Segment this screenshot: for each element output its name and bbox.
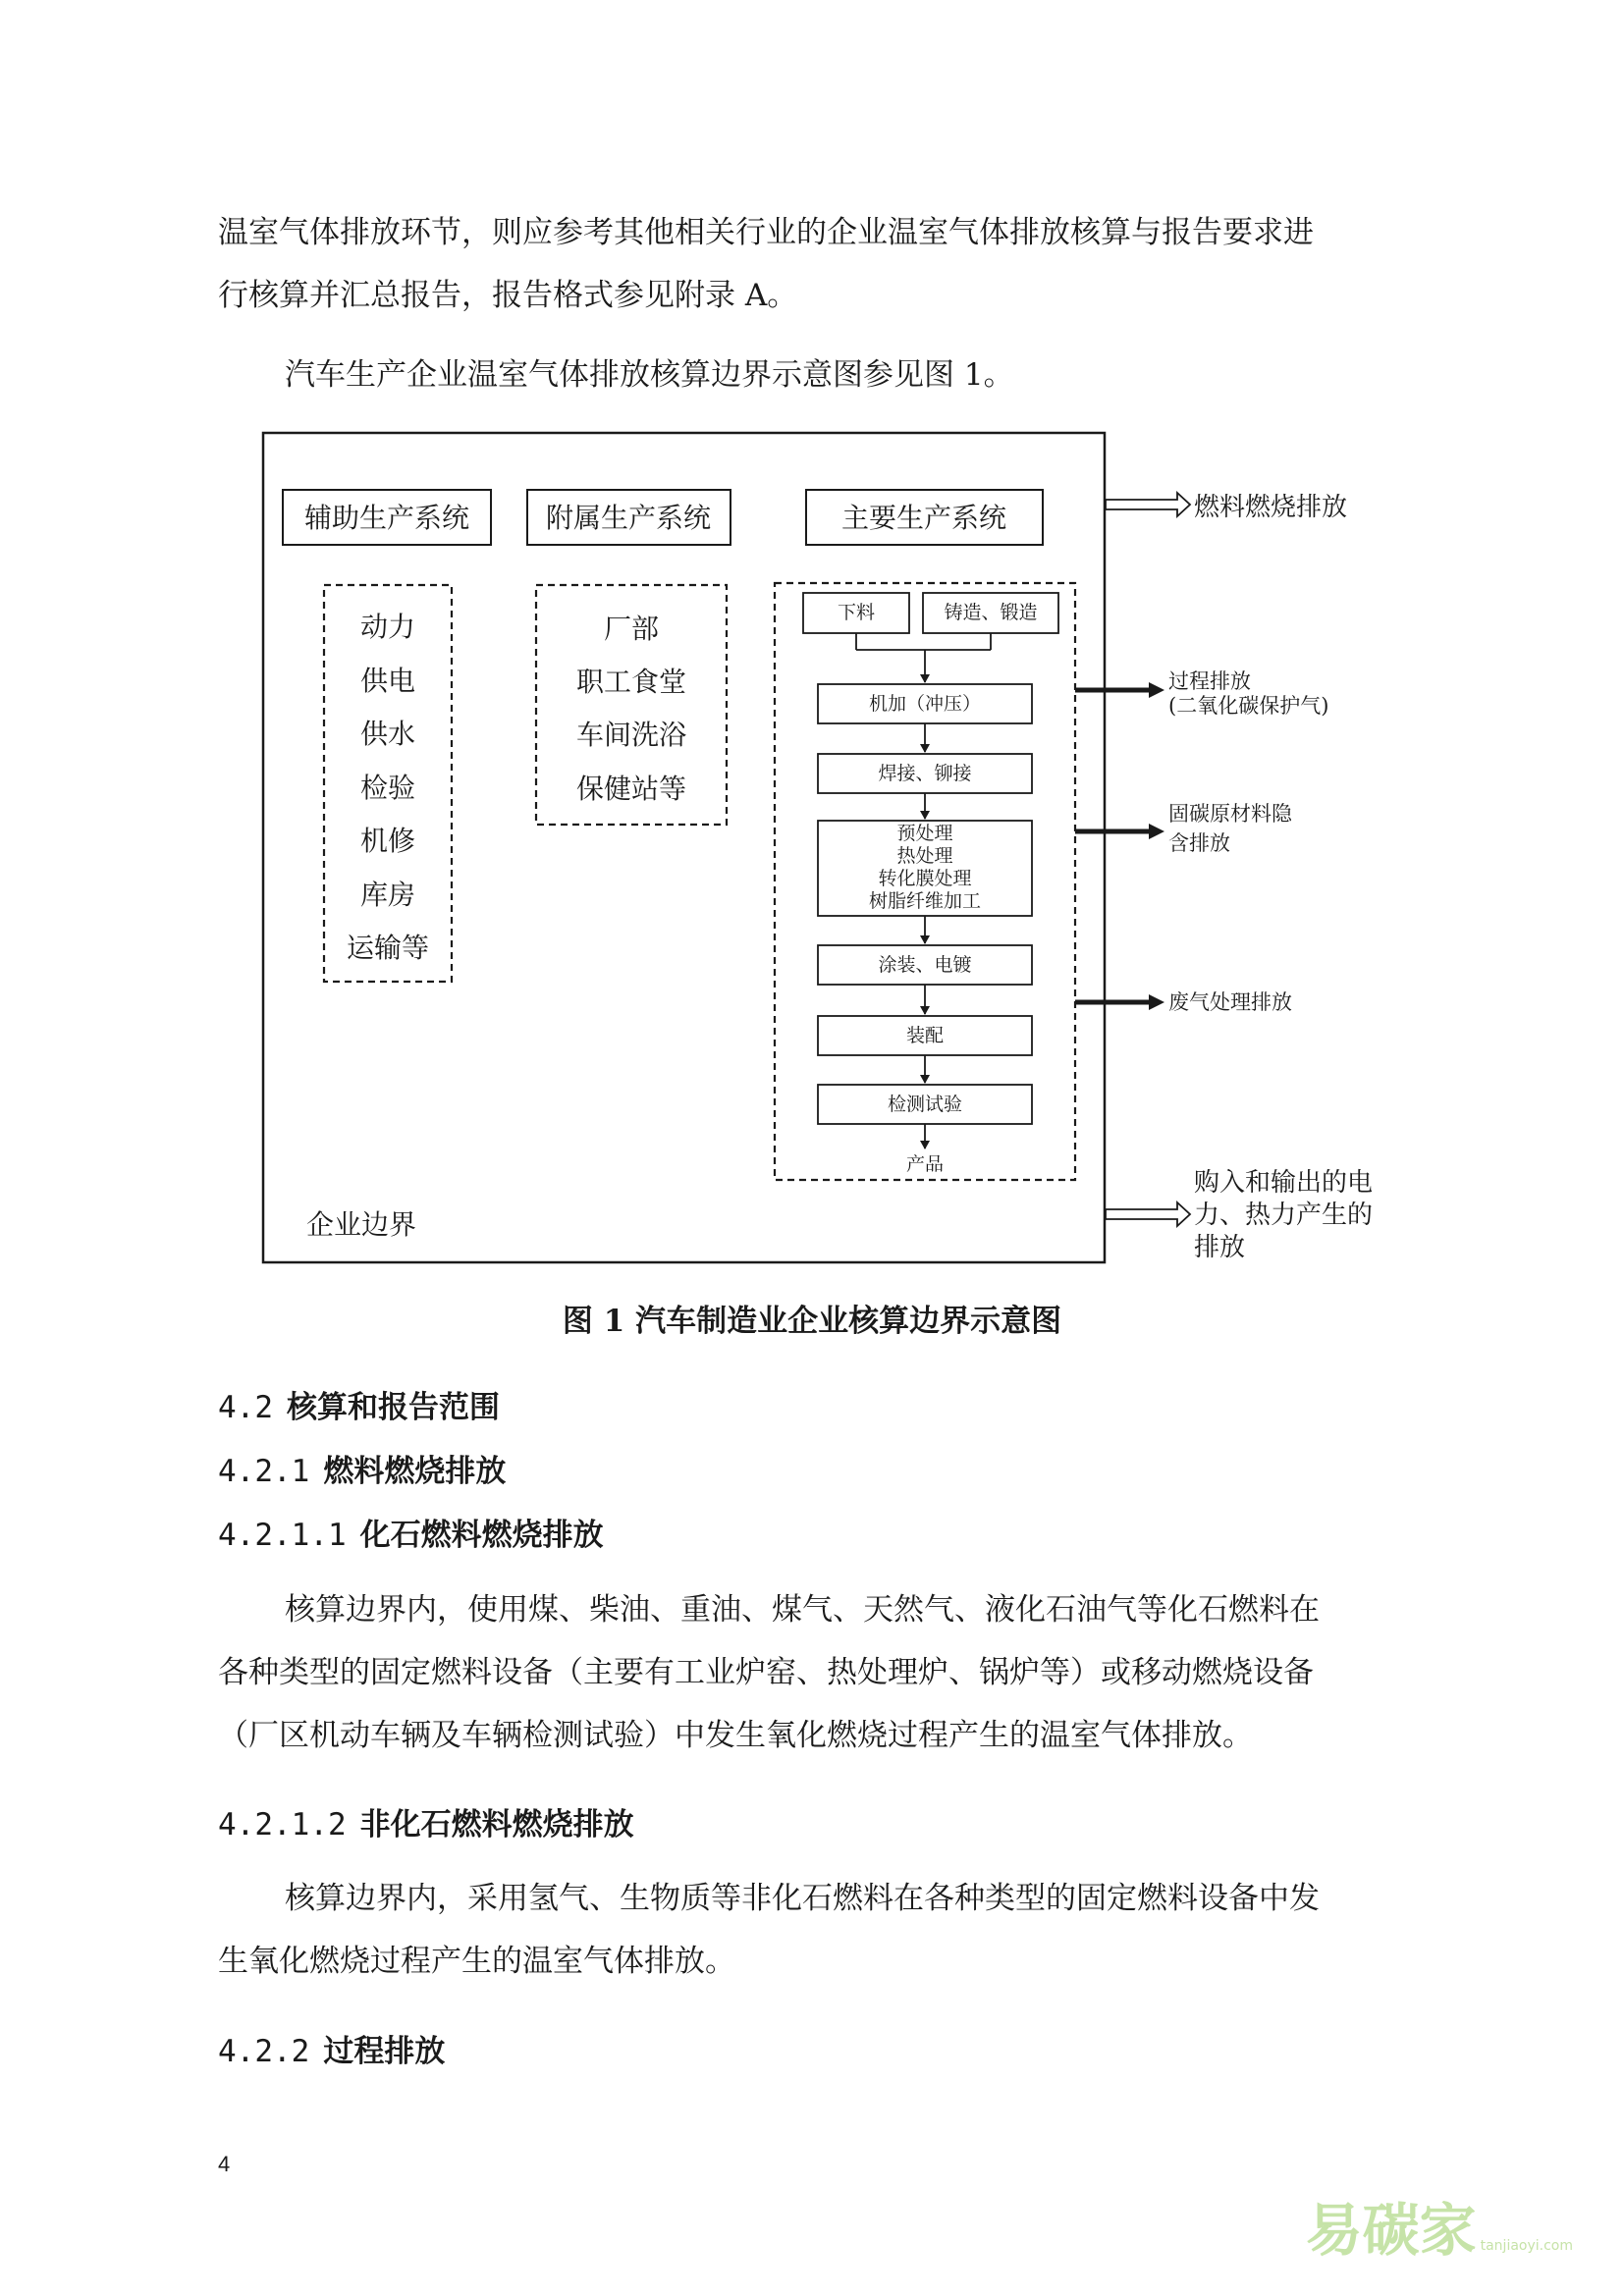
paragraph-line: 核算边界内，采用氢气、生物质等非化石燃料在各种类型的固定燃料设备中发 bbox=[285, 1881, 1320, 1916]
power-emission-arrow-icon bbox=[1106, 1202, 1190, 1226]
section-number: 4.2.2 bbox=[218, 2034, 310, 2069]
step-cutting: 下料 bbox=[837, 602, 876, 623]
watermark-domain: tanjiaoyi.com bbox=[1480, 2238, 1573, 2254]
attached-item: 车间洗浴 bbox=[575, 719, 687, 751]
paragraph-line: 核算边界内，使用煤、柴油、重油、煤气、天然气、液化石油气等化石燃料在 bbox=[285, 1592, 1320, 1628]
emission-fuel-label: 燃料燃烧排放 bbox=[1194, 493, 1348, 522]
paragraph-non-fossil-fuel bbox=[218, 1867, 1416, 1993]
step-resin-fiber: 树脂纤维加工 bbox=[868, 890, 982, 912]
intro-line-1: 温室气体排放环节，则应参考其他相关行业的企业温室气体排放核算与报告要求进 bbox=[218, 215, 1314, 250]
watermark-logo bbox=[1306, 2184, 1573, 2267]
section-number: 4.2.1 bbox=[218, 1454, 310, 1489]
emission-power-label-1: 购入和输出的电 bbox=[1194, 1168, 1374, 1198]
emission-carbon-label-1: 固碳原材料隐 bbox=[1168, 802, 1292, 826]
paragraph-fossil-fuel bbox=[218, 1578, 1416, 1767]
emission-power-label-3: 排放 bbox=[1194, 1233, 1246, 1262]
waste-gas-emission-arrowhead-icon bbox=[1149, 994, 1164, 1010]
process-emission-arrowhead-icon bbox=[1149, 682, 1164, 698]
section-heading-4-2-1 bbox=[218, 1446, 506, 1490]
figure-reference-paragraph: 汽车生产企业温室气体排放核算边界示意图参见图 1。 bbox=[285, 357, 1014, 393]
step-pretreatment: 预处理 bbox=[896, 823, 953, 844]
section-number: 4.2.1.2 bbox=[218, 1807, 347, 1842]
section-title: 化石燃料燃烧排放 bbox=[359, 1518, 604, 1553]
aux-item: 供水 bbox=[359, 718, 416, 750]
emission-carbon-label-2: 含排放 bbox=[1168, 831, 1230, 855]
aux-item: 检验 bbox=[359, 772, 416, 804]
aux-item: 库房 bbox=[359, 879, 416, 911]
aux-item: 动力 bbox=[359, 611, 416, 643]
section-number: 4.2 bbox=[218, 1390, 273, 1425]
step-welding: 焊接、铆接 bbox=[878, 763, 972, 784]
section-title: 燃料燃烧排放 bbox=[323, 1454, 507, 1489]
page-number: 4 bbox=[218, 2152, 231, 2176]
section-heading-4-2-2 bbox=[218, 2026, 445, 2070]
section-heading-4-2 bbox=[218, 1382, 500, 1426]
step-conversion-coating: 转化膜处理 bbox=[878, 868, 972, 889]
aux-item: 供电 bbox=[359, 665, 416, 697]
section-title: 过程排放 bbox=[323, 2034, 446, 2069]
section-title: 核算和报告范围 bbox=[287, 1390, 500, 1425]
watermark-brand: 易碳家 bbox=[1305, 2197, 1477, 2264]
step-heat-treatment: 热处理 bbox=[896, 845, 953, 867]
emission-process-note: (二氧化碳保护气) bbox=[1168, 694, 1329, 718]
attached-item: 保健站等 bbox=[575, 773, 687, 805]
aux-item: 运输等 bbox=[346, 932, 430, 964]
paragraph-line: （厂区机动车辆及车辆检测试验）中发生氧化燃烧过程产生的温室气体排放。 bbox=[218, 1718, 1253, 1753]
step-assembly: 装配 bbox=[905, 1025, 945, 1046]
step-casting: 铸造、锻造 bbox=[944, 602, 1038, 623]
emission-waste-gas-label: 废气处理排放 bbox=[1168, 990, 1292, 1014]
aux-system-title: 辅助生产系统 bbox=[303, 502, 470, 534]
attached-item: 职工食堂 bbox=[575, 666, 687, 698]
step-coating: 涂装、电镀 bbox=[878, 954, 972, 976]
section-title: 非化石燃料燃烧排放 bbox=[359, 1807, 634, 1842]
figure-caption: 图 1 汽车制造业企业核算边界示意图 bbox=[562, 1304, 1062, 1339]
main-system-title: 主要生产系统 bbox=[840, 502, 1007, 534]
attached-system-title: 附属生产系统 bbox=[545, 502, 712, 534]
emission-process-label: 过程排放 bbox=[1168, 669, 1251, 693]
attached-item: 厂部 bbox=[603, 613, 660, 645]
carbon-emission-arrowhead-icon bbox=[1149, 824, 1164, 839]
step-testing: 检测试验 bbox=[887, 1094, 963, 1115]
step-product: 产品 bbox=[905, 1153, 945, 1175]
section-number: 4.2.1.1 bbox=[218, 1518, 347, 1553]
emission-power-label-2: 力、热力产生的 bbox=[1194, 1201, 1374, 1230]
section-heading-4-2-1-2 bbox=[218, 1799, 634, 1843]
paragraph-line: 各种类型的固定燃料设备（主要有工业炉窑、热处理炉、锅炉等）或移动燃烧设备 bbox=[218, 1655, 1314, 1690]
intro-line-2: 行核算并汇总报告，报告格式参见附录 A。 bbox=[218, 278, 798, 313]
section-heading-4-2-1-1 bbox=[218, 1510, 604, 1554]
enterprise-boundary-label: 企业边界 bbox=[306, 1208, 417, 1241]
aux-item: 机修 bbox=[359, 825, 416, 857]
paragraph-line: 生氧化燃烧过程产生的温室气体排放。 bbox=[218, 1944, 735, 1979]
fuel-emission-arrow-icon bbox=[1106, 493, 1190, 516]
step-machining: 机加（冲压） bbox=[868, 693, 982, 715]
